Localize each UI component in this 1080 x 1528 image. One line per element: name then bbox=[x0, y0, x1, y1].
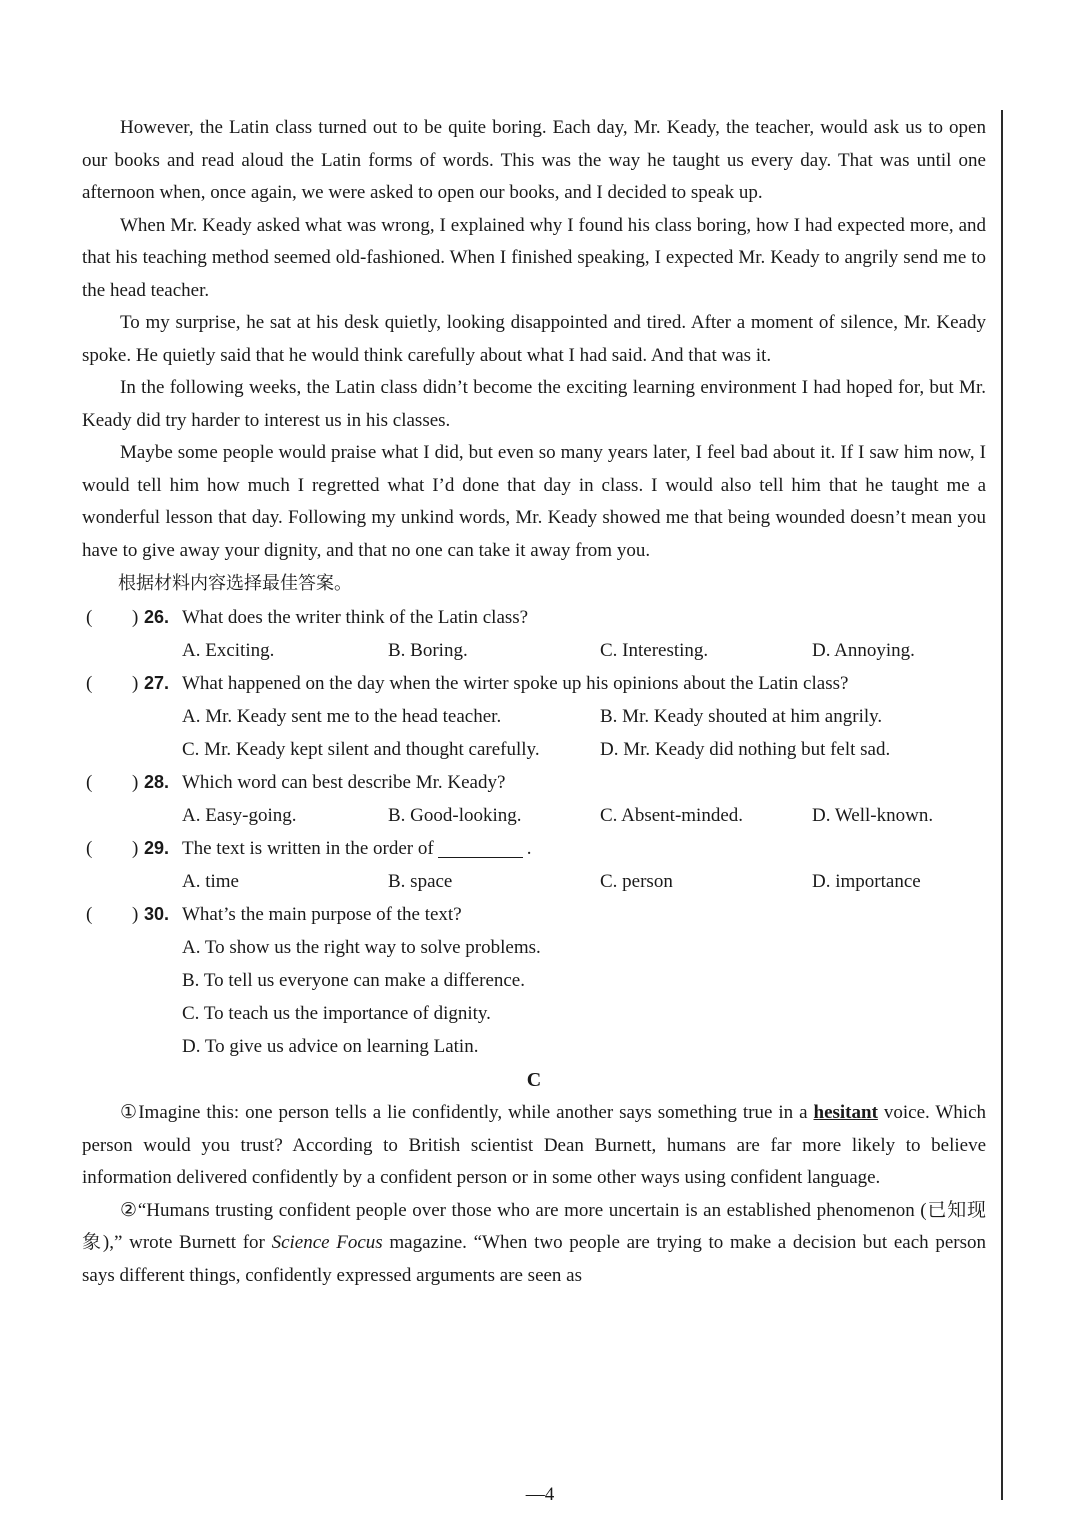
question-28 bbox=[82, 766, 986, 799]
answer-paren-close: ) bbox=[132, 772, 139, 793]
options-26 bbox=[82, 634, 986, 667]
right-margin-rule bbox=[1001, 110, 1003, 1500]
option-d: D. importance bbox=[812, 871, 921, 892]
highlighted-keyword: hesitant bbox=[813, 1102, 878, 1123]
question-27 bbox=[82, 667, 986, 700]
question-number: 26. bbox=[144, 607, 170, 627]
question-29 bbox=[82, 832, 986, 865]
question-number: 28. bbox=[144, 772, 170, 792]
answer-paren-close: ) bbox=[132, 607, 139, 628]
question-number: 30. bbox=[144, 904, 170, 924]
option-c: C. Absent-minded. bbox=[600, 805, 744, 826]
options-27-row2 bbox=[82, 733, 986, 766]
question-number: 27. bbox=[144, 673, 170, 693]
question-text bbox=[182, 832, 531, 865]
passage-b-continued bbox=[82, 112, 986, 567]
answer-paren-open: ( bbox=[86, 838, 93, 859]
question-26 bbox=[82, 601, 986, 634]
paragraph: However, the Latin class turned out to be quite boring. Each day, Mr. Keady, the teacher, would ask us to open our books and read aloud the Latin forms of words. This was the way he taught us every day. That was until one afternoon when, once again, we were asked to open our books, and I decided to speak up. bbox=[82, 117, 986, 203]
option-d: D. Annoying. bbox=[812, 640, 915, 661]
answer-paren-open: ( bbox=[86, 904, 93, 925]
option-d: D. Mr. Keady did nothing but felt sad. bbox=[600, 739, 891, 760]
section-heading-c: C bbox=[526, 1069, 542, 1091]
answer-paren-close: ) bbox=[132, 904, 139, 925]
question-instruction: 根据材料内容选择最佳答案。 bbox=[118, 573, 352, 594]
paragraph: In the following weeks, the Latin class didn’t become the exciting learning environment I had hoped for, but Mr. Keady did try harder to interest us in his classes. bbox=[82, 377, 986, 431]
option-a: A. Mr. Keady sent me to the head teacher. bbox=[182, 706, 502, 727]
paragraph: Maybe some people would praise what I did, but even so many years later, I feel bad about it. If I saw him now, I would tell him how much I regretted what I’d done that day in class. I would also tell him that he taught me a wonderful lesson that day. Following my unkind words, Mr. Keady showed me that being wounded doesn’t mean you have to give away your dignity, and that no one can take it away from you. bbox=[82, 442, 986, 561]
paragraph-c2-text-after: magazine. “When two people are trying to make a decision but each person says different things, confidently expressed arguments are seen as bbox=[82, 1232, 987, 1286]
option-c: C. person bbox=[600, 871, 673, 892]
options-27-row1 bbox=[82, 700, 986, 733]
question-number: 29. bbox=[144, 838, 170, 858]
answer-paren-open: ( bbox=[86, 673, 93, 694]
answer-paren-open: ( bbox=[86, 607, 93, 628]
question-text: Which word can best describe Mr. Keady? bbox=[182, 772, 506, 793]
answer-paren-open: ( bbox=[86, 772, 93, 793]
option-b: B. To tell us everyone can make a difference. bbox=[182, 970, 525, 991]
option-c: C. To teach us the importance of dignity. bbox=[182, 1003, 491, 1024]
option-b: B. Boring. bbox=[388, 640, 468, 661]
option-d: D. Well-known. bbox=[812, 805, 934, 826]
question-text: What does the writer think of the Latin class? bbox=[182, 607, 529, 628]
options-28 bbox=[82, 799, 986, 832]
paragraph-c1 bbox=[82, 1097, 986, 1195]
option-a: A. Exciting. bbox=[182, 640, 275, 661]
paragraph-c1-text-before: ①Imagine this: one person tells a lie confidently, while another says something true in a bbox=[120, 1102, 808, 1123]
option-b: B. Good-looking. bbox=[388, 805, 522, 826]
question-text-before-blank: The text is written in the order of bbox=[182, 838, 434, 859]
answer-paren-close: ) bbox=[132, 673, 139, 694]
page-number: —4 bbox=[525, 1484, 555, 1505]
question-text: What’s the main purpose of the text? bbox=[182, 904, 462, 925]
option-c: C. Mr. Keady kept silent and thought carefully. bbox=[182, 739, 540, 760]
paragraph-c2-text-before: ②“Humans trusting confident people over those who are more uncertain is an established phenomenon (已知现象),” wrote Burnett for bbox=[82, 1199, 986, 1253]
magazine-title: Science Focus bbox=[271, 1232, 383, 1253]
option-b: B. space bbox=[388, 871, 453, 892]
option-a: A. To show us the right way to solve problems. bbox=[182, 937, 541, 958]
option-b: B. Mr. Keady shouted at him angrily. bbox=[600, 706, 883, 727]
option-a: A. time bbox=[182, 871, 239, 892]
answer-paren-close: ) bbox=[132, 838, 139, 859]
options-29 bbox=[82, 865, 986, 898]
paragraph-c2 bbox=[82, 1195, 986, 1293]
paragraph-c1-text-after: voice. Which person would you trust? According to British scientist Dean Burnett, humans are far more likely to believe information delivered confidently by a confident person or in some other ways using confident language. bbox=[82, 1102, 987, 1188]
question-text: What happened on the day when the wirter spoke up his opinions about the Latin class? bbox=[182, 673, 849, 694]
exam-page bbox=[82, 112, 986, 1292]
option-c: C. Interesting. bbox=[600, 640, 709, 661]
paragraph: To my surprise, he sat at his desk quietly, looking disappointed and tired. After a moment of silence, Mr. Keady spoke. He quietly said that he would think carefully about what I had said. And that was it. bbox=[82, 312, 986, 366]
option-a: A. Easy-going. bbox=[182, 805, 297, 826]
paragraph: When Mr. Keady asked what was wrong, I explained why I found his class boring, how I had expected more, and that his teaching method seemed old-fashioned. When I finished speaking, I expected Mr. Keady to angrily send me to the head teacher. bbox=[82, 214, 986, 301]
answer-blank bbox=[438, 838, 523, 858]
option-d: D. To give us advice on learning Latin. bbox=[182, 1036, 479, 1057]
question-30 bbox=[82, 898, 986, 931]
question-text-after-blank: . bbox=[526, 838, 532, 859]
